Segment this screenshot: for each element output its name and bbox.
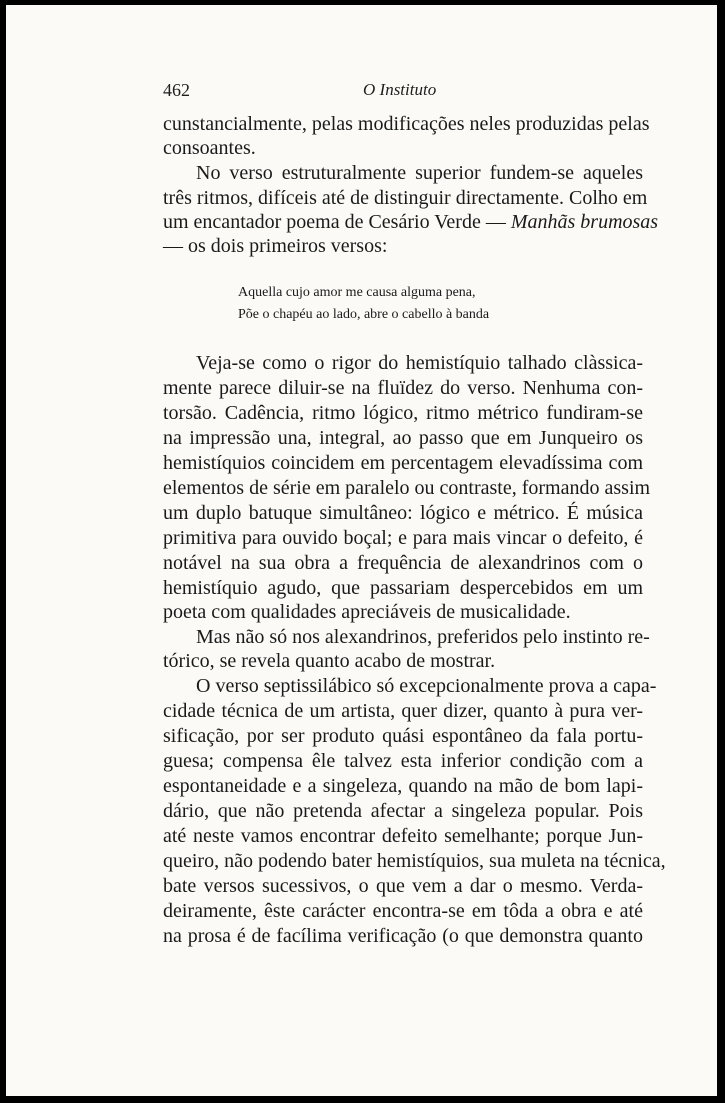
text-line: até neste vamos encontrar defeito semelhante; porque Jun-	[163, 825, 643, 847]
page-header	[163, 80, 643, 104]
text-line: bate versos sucessivos, o que vem a dar o mesmo. Verda-	[163, 875, 643, 897]
text-line: Veja-se como o rigor do hemistíquio talhado clàssica-	[196, 352, 643, 374]
running-title: O Instituto	[363, 80, 437, 99]
text-line: elementos de série em paralelo ou contraste, formando assim	[163, 477, 651, 499]
text-fragment: um encantador poema de Cesário Verde —	[163, 211, 506, 233]
text-line: espontaneidade e a singeleza, quando na mão de bom lapi-	[163, 775, 643, 797]
verse-line: Põe o chapéu ao lado, abre o cabello à banda	[238, 307, 490, 322]
text-line: um duplo batuque simultâneo: lógico e métrico. É música	[163, 502, 643, 524]
text-line: notável na sua obra a frequência de alexandrinos com o	[163, 552, 643, 574]
text-line: hemistíquios coincidem em percentagem elevadíssima com	[163, 452, 643, 474]
text-line: cunstancialmente, pelas modificações neles produzidas pelas	[163, 113, 650, 135]
verse-line: Aquella cujo amor me causa alguma pena,	[238, 285, 476, 300]
text-line: torsão. Cadência, ritmo lógico, ritmo métrico fundiram-se	[163, 402, 643, 424]
text-line: mente parece diluir-se na fluïdez do verso. Nenhuma con-	[163, 377, 643, 399]
text-line: na prosa é de facílima verificação (o que demonstra quanto	[163, 925, 643, 947]
text-line: guesa; compensa êle talvez esta inferior condição com a	[163, 750, 643, 772]
text-line: consoantes.	[163, 137, 256, 159]
text-line: na impressão una, integral, ao passo que em Junqueiro os	[163, 427, 643, 449]
text-line: cidade técnica de um artista, quer dizer, quanto à pura ver-	[163, 700, 643, 722]
text-line: Mas não só nos alexandrinos, preferidos pelo instinto re-	[196, 626, 650, 648]
text-line: deiramente, êste carácter encontra-se em tôda a obra e até	[163, 900, 643, 922]
text-line: três ritmos, difíceis até de distinguir directamente. Colho em	[163, 187, 648, 209]
text-line: hemistíquio agudo, que passariam despercebidos em um	[163, 577, 643, 599]
text-line: queiro, não podendo bater hemistíquios, sua muleta na técnica,	[163, 850, 666, 872]
text-line: — os dois primeiros versos:	[163, 235, 388, 257]
text-line-with-title	[163, 210, 659, 234]
text-line: dário, que não pretenda afectar a singeleza popular. Pois	[163, 800, 643, 822]
book-page	[6, 5, 717, 1096]
poem-title: Manhãs brumosas	[510, 211, 659, 233]
text-line: poeta com qualidades apreciáveis de musicalidade.	[163, 601, 571, 623]
text-line: sificação, por ser produto quási espontâneo da fala portu-	[163, 725, 643, 747]
page-number: 462	[163, 80, 190, 100]
text-line: No verso estruturalmente superior fundem-se aqueles	[196, 162, 643, 184]
text-line: primitiva para ouvido boçal; e para mais vincar o defeito, é	[163, 527, 643, 549]
text-line: O verso septissilábico só excepcionalmente prova a capa-	[196, 675, 657, 697]
text-line: tórico, se revela quanto acabo de mostrar.	[163, 650, 496, 672]
